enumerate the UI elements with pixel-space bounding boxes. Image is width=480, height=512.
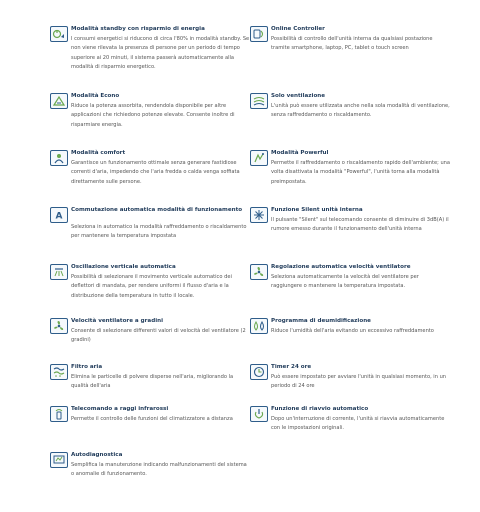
feature-title: Oscillazione verticale automatica (71, 264, 176, 270)
feature-desc: Semplifica la manutenzione indicando malfunzionamenti del sistema o anomalie di funzionamento. (71, 462, 247, 478)
feature-title: Telecomando a raggi infrarossi (71, 406, 169, 412)
feature-title: Programma di deumidificazione (271, 318, 371, 324)
feature-desc: Può essere impostato per avviare l'unità in qualsiasi momento, in un periodo di 24 ore (271, 374, 447, 390)
feature-desc: Il pulsante "Silent" sul telecomando consente di diminuire di 3dB(A) il rumore emesso durante il funzionamento dell'unità interna (271, 217, 449, 233)
feature-title: Commutazione automatica modalità di funzionamento (71, 207, 243, 213)
feature-title: Timer 24 ore (271, 364, 312, 370)
feature-title: Online Controller (271, 26, 325, 32)
feature-desc: Elimina le particelle di polvere disperse nell'aria, migliorando la qualità dell'aria (71, 374, 234, 390)
auto-restart-icon (250, 406, 268, 422)
feature-desc: Consente di selezionare differenti valori di velocità del ventilatore (2 gradini) (71, 328, 246, 344)
feature-title: Modalità comfort (71, 150, 126, 156)
feature-title: Modalità Econo (71, 93, 120, 99)
feature-title: Funzione di riavvio automatico (271, 406, 369, 412)
feature-desc: Permette il raffreddamento o riscaldamento rapido dell'ambiente; una volta disattivata la modalità "Powerful", l'unità torna alla modalità preimpostata. (271, 160, 451, 185)
feature-title: Modalità standby con risparmio di energia (71, 26, 205, 32)
econo-mode-icon (50, 93, 68, 109)
timer-icon (250, 364, 268, 380)
auto-fan-speed-icon (250, 264, 268, 280)
silent-mode-icon (250, 207, 268, 223)
feature-desc: Garantisce un funzionamento ottimale senza generare fastidiose correnti d'aria, impedendo che l'aria fredda o calda venga soffiata direttamente sulle persone. (71, 160, 240, 185)
fan-only-icon (250, 93, 268, 109)
infrared-remote-icon (50, 406, 68, 422)
feature-title: Autodiagnostica (71, 452, 123, 458)
fan-speed-steps-icon (50, 318, 68, 334)
feature-title: Funzione Silent unità interna (271, 207, 363, 213)
online-controller-icon (250, 26, 268, 42)
feature-desc: Riduce l'umidità dell'aria evitando un eccessivo raffreddamento (271, 328, 434, 334)
feature-desc: Possibilità di selezionare il movimento verticale automatico dei deflettori di mandata, per rendere uniformi il flusso d'aria e la distribuzione della temperatura in tutto il locale. (71, 274, 232, 299)
feature-desc: Riduce la potenza assorbita, rendendola disponibile per altre applicazioni che richiedono potenze elevate. Consente inoltre di risparmiare energia. (71, 103, 235, 128)
feature-desc: Seleziona automaticamente la velocità del ventilatore per raggiungere o mantenere la temperatura impostata. (271, 274, 419, 290)
comfort-mode-icon (50, 150, 68, 166)
vertical-swing-icon (50, 264, 68, 280)
feature-title: Regolazione automatica velocità ventilatore (271, 264, 411, 270)
feature-title: Velocità ventilatore a gradini (71, 318, 164, 324)
feature-desc: Permette il controllo delle funzioni del climatizzatore a distanza (71, 416, 233, 422)
feature-desc: Possibilità di controllo dell'unità interna da qualsiasi postazione tramite smartphone, laptop, PC, tablet o touch screen (271, 36, 433, 52)
feature-desc: I consumi energetici si riducono di circa l'80% in modalità standby. Se non viene rilevata la presenza di persone per un periodo di tempo superiore ai 20 minuti, il sistema passerà automaticamente alla modalità di risparmio energetico. (71, 36, 250, 71)
feature-desc: Dopo un'interruzione di corrente, l'unità si riavvia automaticamente con le impostazioni originali. (271, 416, 445, 432)
feature-title: Modalità Powerful (271, 150, 329, 156)
dehumidification-icon (250, 318, 268, 334)
svg-text:A: A (55, 211, 63, 221)
powerful-mode-icon (250, 150, 268, 166)
feature-desc: Seleziona in automatico la modalità raffreddamento o riscaldamento per mantenere la temperatura impostata (71, 224, 247, 240)
feature-desc: L'unità può essere utilizzata anche nella sola modalità di ventilazione, senza raffreddamento o riscaldamento. (271, 103, 450, 119)
feature-title: Filtro aria (71, 364, 103, 370)
self-diagnosis-icon (50, 452, 68, 468)
standby-energy-icon (50, 26, 68, 42)
feature-title: Solo ventilazione (271, 93, 326, 99)
air-filter-icon (50, 364, 68, 380)
auto-changeover-icon (50, 207, 68, 223)
